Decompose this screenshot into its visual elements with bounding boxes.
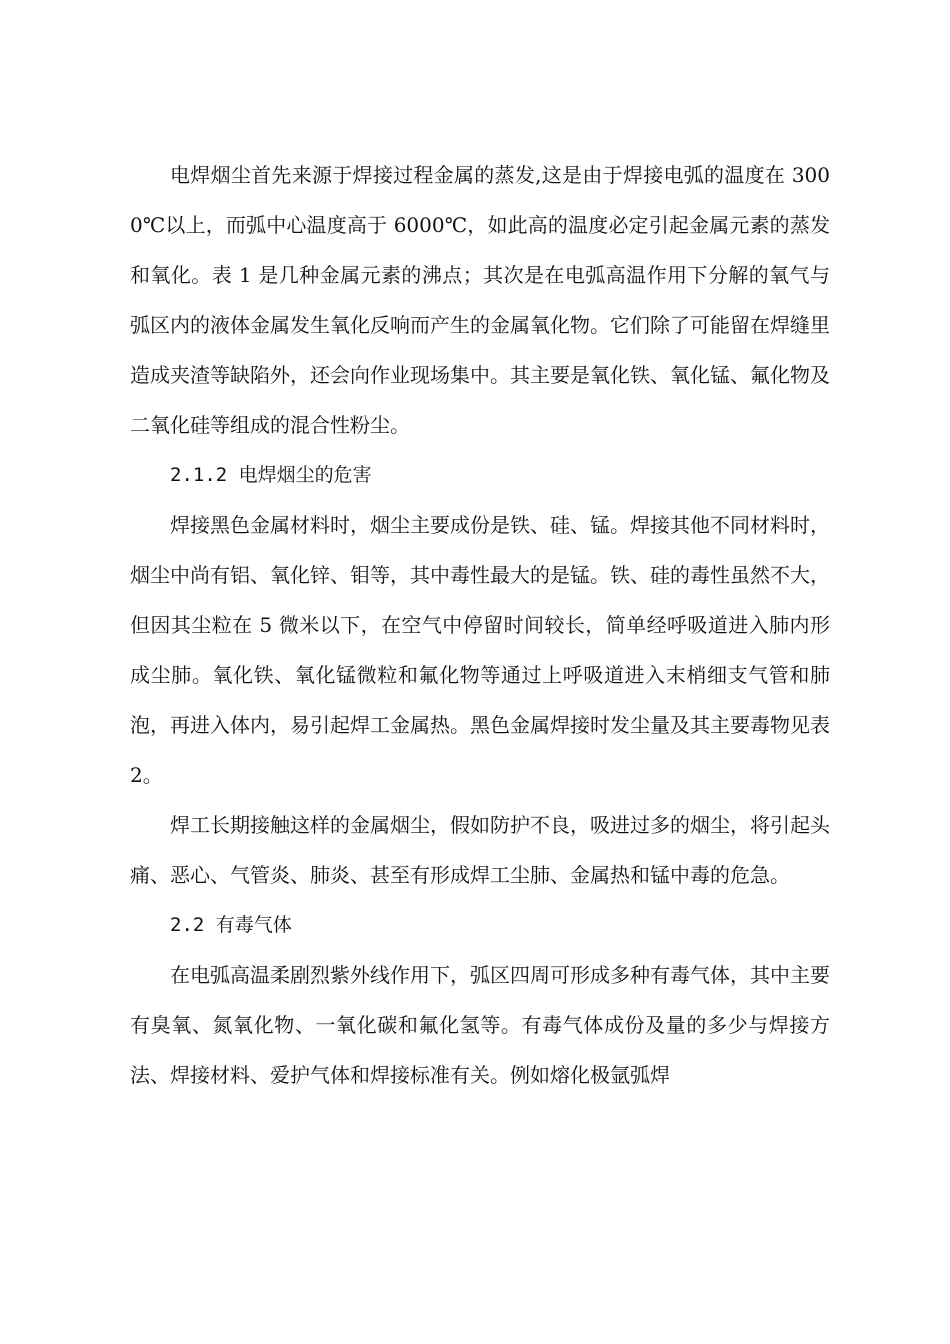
paragraph-fume-composition: 焊接黑色金属材料时，烟尘主要成份是铁、硅、锰。焊接其他不同材料时，烟尘中尚有铝、氧化锌、钼等，其中毒性最大的是锰。铁、硅的毒性虽然不大，但因其尘粒在 5 微米以下，在空气中停留时间较长，简单经呼吸道进入肺内形成尘肺。氧化铁、氧化锰微粒和氟化物等通过上呼吸道进入末梢细支气管和肺泡，再进入体内，易引起焊工金属热。黑色金属焊接时发尘量及其主要毒物见表 2。 — [130, 513, 830, 787]
paragraph-welding-fume-source: 电焊烟尘首先来源于焊接过程金属的蒸发,这是由于焊接电弧的温度在 3000℃以上，而弧中心温度高于 6000℃，如此高的温度必定引起金属元素的蒸发和氧化。表 1 是几种金属元素的沸点；其次是在电弧高温作用下分解的氧气与弧区内的液体金属发生氧化反响而产生的金属氧化物。它们除了可能留在焊缝里造成夹渣等缺陷外，还会向作业现场集中。其主要是氧化铁、氧化锰、氟化物及二氧化硅等组成的混合性粉尘。 — [130, 163, 830, 437]
paragraph-health-effects: 焊工长期接触这样的金属烟尘，假如防护不良，吸进过多的烟尘，将引起头痛、恶心、气管炎、肺炎、甚至有形成焊工尘肺、金属热和锰中毒的危急。 — [130, 813, 830, 887]
document-body — [130, 150, 830, 1100]
section-heading-toxic-gases: 2.2 有毒气体 — [170, 914, 292, 936]
paragraph-toxic-gases: 在电弧高温柔剧烈紫外线作用下，弧区四周可形成多种有毒气体，其中主要有臭氧、氮氧化物、一氧化碳和氟化氢等。有毒气体成份及量的多少与焊接方法、焊接材料、爱护气体和焊接标准有关。例如熔化极氩弧焊 — [130, 963, 830, 1087]
section-heading-fume-hazards: 2.1.2 电焊烟尘的危害 — [170, 464, 372, 486]
